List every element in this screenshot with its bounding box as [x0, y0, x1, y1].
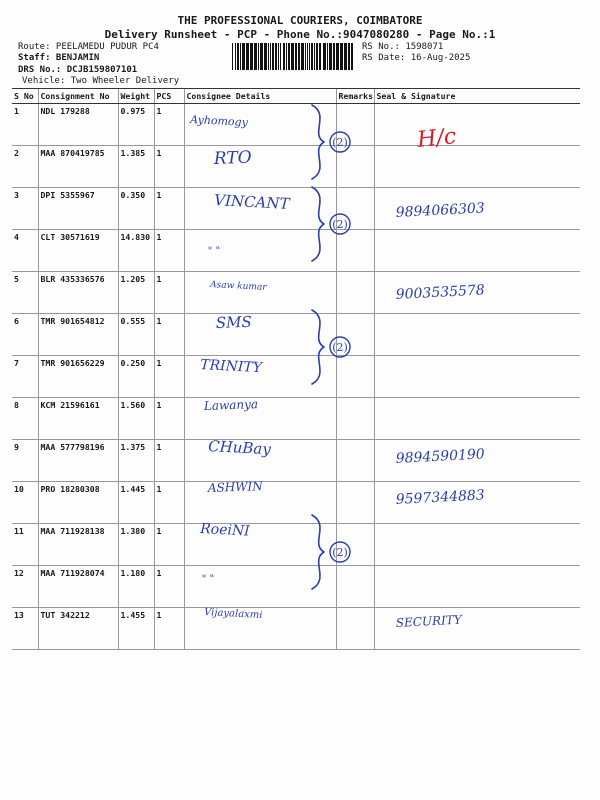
- cell-sno: 4: [12, 230, 38, 272]
- consignee-handwriting: SMS: [215, 312, 253, 332]
- barcode-bar: [250, 43, 253, 70]
- col-seal: Seal & Signature: [374, 89, 580, 104]
- barcode-bar: [344, 43, 347, 70]
- barcode-bar: [280, 43, 281, 70]
- barcode-bar: [329, 43, 332, 70]
- table-row: [12, 188, 580, 230]
- cell-consignee: [184, 146, 336, 188]
- cell-remarks: [336, 356, 374, 398]
- cell-sno: 3: [12, 188, 38, 230]
- table-row: [12, 314, 580, 356]
- cell-remarks: [336, 482, 374, 524]
- cell-pcs: 1: [154, 230, 184, 272]
- cell-sno: 11: [12, 524, 38, 566]
- cell-consignee: [184, 230, 336, 272]
- cell-weight: 1.445: [118, 482, 154, 524]
- barcode-bar: [319, 43, 321, 70]
- table-row: [12, 146, 580, 188]
- table-row: [12, 524, 580, 566]
- cell-consignee: [184, 524, 336, 566]
- cell-pcs: 1: [154, 608, 184, 650]
- cell-sno: 13: [12, 608, 38, 650]
- cell-consignee: [184, 566, 336, 608]
- cell-seal: [374, 188, 580, 230]
- col-consignment: Consignment No: [38, 89, 118, 104]
- table-row: [12, 356, 580, 398]
- seal-handwriting: 9894590190: [395, 446, 486, 467]
- cell-weight: 1.385: [118, 146, 154, 188]
- cell-sno: 2: [12, 146, 38, 188]
- barcode-bar: [272, 43, 274, 70]
- cell-consignee: [184, 608, 336, 650]
- cell-pcs: 1: [154, 314, 184, 356]
- pair-count: (2): [332, 218, 348, 231]
- cell-consignment: KCM 21596161: [38, 398, 118, 440]
- cell-remarks: [336, 104, 374, 146]
- consignee-handwriting: RoeiNI: [199, 521, 251, 540]
- consignee-handwriting: " ": [207, 245, 221, 257]
- cell-consignee: [184, 272, 336, 314]
- col-weight: Weight: [118, 89, 154, 104]
- barcode-bar: [323, 43, 326, 70]
- cell-remarks: [336, 566, 374, 608]
- cell-pcs: 1: [154, 356, 184, 398]
- cell-consignment: NDL 179288: [38, 104, 118, 146]
- cell-remarks: [336, 440, 374, 482]
- cell-weight: 0.350: [118, 188, 154, 230]
- cell-remarks: [336, 314, 374, 356]
- cell-consignee: [184, 482, 336, 524]
- drs-number: DRS No.: DCJB159807101: [18, 65, 138, 75]
- barcode-bar: [333, 43, 335, 70]
- cell-consignee: [184, 188, 336, 230]
- runsheet-table: [12, 88, 580, 650]
- consignee-handwriting: Ayhomogy: [189, 113, 249, 130]
- barcode: [232, 43, 354, 70]
- cell-seal: [374, 608, 580, 650]
- cell-seal: [374, 272, 580, 314]
- cell-pcs: 1: [154, 272, 184, 314]
- barcode-bar: [283, 43, 285, 70]
- cell-remarks: [336, 398, 374, 440]
- cell-remarks: [336, 188, 374, 230]
- cell-consignee: [184, 440, 336, 482]
- cell-weight: 0.555: [118, 314, 154, 356]
- cell-consignee: [184, 104, 336, 146]
- cell-consignment: TMR 901656229: [38, 356, 118, 398]
- cell-pcs: 1: [154, 104, 184, 146]
- cell-consignment: MAA 577798196: [38, 440, 118, 482]
- consignee-handwriting: Lawanya: [203, 397, 259, 413]
- table-row: [12, 104, 580, 146]
- seal-handwriting: 9003535578: [395, 282, 486, 303]
- consignee-handwriting: Asaw kumar: [209, 280, 267, 293]
- barcode-bar: [301, 43, 304, 70]
- barcode-bar: [264, 43, 267, 70]
- barcode-bar: [340, 43, 343, 70]
- cell-weight: 1.375: [118, 440, 154, 482]
- cell-sno: 1: [12, 104, 38, 146]
- table-header-row: [12, 89, 580, 104]
- cell-weight: 1.455: [118, 608, 154, 650]
- cell-pcs: 1: [154, 440, 184, 482]
- consignee-handwriting: TRINITY: [199, 357, 263, 377]
- barcode-bar: [275, 43, 277, 70]
- pair-count: (2): [332, 136, 348, 149]
- cell-seal: [374, 398, 580, 440]
- cell-remarks: [336, 608, 374, 650]
- table-row: [12, 230, 580, 272]
- cell-remarks: [336, 146, 374, 188]
- cell-sno: 8: [12, 398, 38, 440]
- cell-weight: 14.830: [118, 230, 154, 272]
- cell-sno: 5: [12, 272, 38, 314]
- table-row: [12, 566, 580, 608]
- barcode-bar: [291, 43, 294, 70]
- cell-consignment: PRO 18280308: [38, 482, 118, 524]
- col-remarks: Remarks: [336, 89, 374, 104]
- cell-weight: 1.180: [118, 566, 154, 608]
- pair-count: (2): [332, 341, 348, 354]
- cell-pcs: 1: [154, 482, 184, 524]
- barcode-bar: [314, 43, 315, 70]
- col-sno: S No: [12, 89, 38, 104]
- barcode-bar: [240, 43, 241, 70]
- cell-sno: 10: [12, 482, 38, 524]
- consignee-handwriting: VINCANT: [213, 191, 290, 213]
- runsheet-title: Delivery Runsheet - PCP - Phone No.:9047080280 - Page No.:1: [104, 28, 496, 41]
- cell-consignment: MAA 711928074: [38, 566, 118, 608]
- cell-consignment: TUT 342212: [38, 608, 118, 650]
- cell-seal: [374, 482, 580, 524]
- vehicle-label: Vehicle: Two Wheeler Delivery: [22, 76, 180, 86]
- consignee-handwriting: CHuBay: [207, 437, 272, 459]
- consignee-handwriting: RTO: [213, 147, 252, 169]
- barcode-bar: [286, 43, 287, 70]
- cell-sno: 6: [12, 314, 38, 356]
- barcode-bar: [309, 43, 310, 70]
- cell-pcs: 1: [154, 524, 184, 566]
- cell-weight: 1.560: [118, 398, 154, 440]
- barcode-bar: [327, 43, 328, 70]
- route-label: Route: PEELAMEDU PUDUR PC4: [18, 42, 159, 52]
- cell-consignee: [184, 314, 336, 356]
- table-row: [12, 272, 580, 314]
- barcode-bar: [307, 43, 308, 70]
- barcode-bar: [298, 43, 300, 70]
- cell-seal: [374, 566, 580, 608]
- cell-consignment: CLT 30571619: [38, 230, 118, 272]
- barcode-bar: [288, 43, 290, 70]
- table-row: [12, 440, 580, 482]
- cell-weight: 1.380: [118, 524, 154, 566]
- cell-seal: [374, 524, 580, 566]
- cell-consignment: MAA 870419785: [38, 146, 118, 188]
- seal-handwriting-red: H/c: [416, 124, 458, 153]
- cell-weight: 0.250: [118, 356, 154, 398]
- barcode-bar: [260, 43, 263, 70]
- barcode-bar: [258, 43, 259, 70]
- barcode-bar: [268, 43, 269, 70]
- table-row: [12, 608, 580, 650]
- cell-pcs: 1: [154, 398, 184, 440]
- barcode-bar: [246, 43, 249, 70]
- consignee-handwriting: Vijayalaxmi: [203, 607, 263, 622]
- cell-weight: 1.205: [118, 272, 154, 314]
- cell-seal: [374, 104, 580, 146]
- barcode-bar: [295, 43, 297, 70]
- barcode-bar: [316, 43, 318, 70]
- table-row: [12, 482, 580, 524]
- barcode-bar: [242, 43, 245, 70]
- table-row: [12, 398, 580, 440]
- cell-weight: 0.975: [118, 104, 154, 146]
- cell-seal: [374, 314, 580, 356]
- cell-seal: [374, 230, 580, 272]
- barcode-bar: [237, 43, 239, 70]
- cell-seal: [374, 440, 580, 482]
- barcode-bar: [278, 43, 279, 70]
- cell-pcs: 1: [154, 146, 184, 188]
- rs-number: RS No.: 1598071: [362, 42, 444, 52]
- cell-remarks: [336, 524, 374, 566]
- cell-pcs: 1: [154, 566, 184, 608]
- barcode-bar: [311, 43, 313, 70]
- seal-handwriting: 9597344883: [395, 487, 486, 508]
- cell-pcs: 1: [154, 188, 184, 230]
- cell-consignment: TMR 901654812: [38, 314, 118, 356]
- barcode-bar: [336, 43, 339, 70]
- pair-count: (2): [332, 546, 348, 559]
- barcode-bar: [351, 43, 353, 70]
- cell-seal: [374, 146, 580, 188]
- staff-label: Staff: BENJAMIN: [18, 53, 100, 63]
- barcode-bar: [270, 43, 271, 70]
- cell-consignment: MAA 711928138: [38, 524, 118, 566]
- consignee-handwriting: ASHWIN: [207, 479, 264, 495]
- cell-sno: 7: [12, 356, 38, 398]
- barcode-bar: [254, 43, 257, 70]
- cell-sno: 9: [12, 440, 38, 482]
- barcode-bar: [348, 43, 350, 70]
- cell-consignment: BLR 435336576: [38, 272, 118, 314]
- seal-handwriting: SECURITY: [395, 612, 463, 630]
- consignee-handwriting: " ": [201, 573, 215, 585]
- cell-seal: [374, 356, 580, 398]
- barcode-bar: [232, 43, 233, 70]
- cell-remarks: [336, 272, 374, 314]
- barcode-bar: [305, 43, 306, 70]
- cell-consignee: [184, 356, 336, 398]
- cell-remarks: [336, 230, 374, 272]
- barcode-bar: [235, 43, 236, 70]
- col-consignee: Consignee Details: [184, 89, 336, 104]
- seal-handwriting: 9894066303: [395, 200, 486, 221]
- company-name: THE PROFESSIONAL COURIERS, COIMBATORE: [177, 14, 423, 27]
- col-pcs: PCS: [154, 89, 184, 104]
- rs-date: RS Date: 16-Aug-2025: [362, 53, 471, 63]
- cell-sno: 12: [12, 566, 38, 608]
- cell-consignment: DPI 5355967: [38, 188, 118, 230]
- cell-consignee: [184, 398, 336, 440]
